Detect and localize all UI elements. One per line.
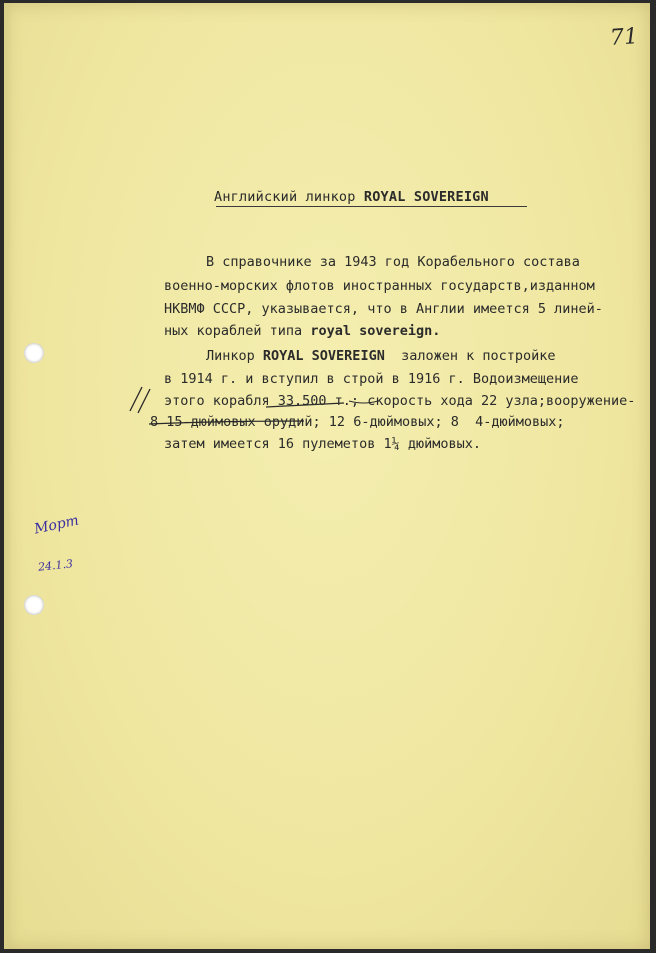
paragraph1-line3: НКВМФ СССР, указывается, что в Англии имеется 5 линей-	[164, 301, 603, 317]
paragraph2-line3: этого корабля 33.500 т.; скорость хода 22 узла;вооружение-	[164, 393, 636, 409]
punch-hole	[24, 343, 44, 363]
margin-slash-1	[130, 387, 142, 411]
paragraph2-line1-prefix: Линкор	[206, 348, 263, 364]
paragraph1-line2: военно-морских флотов иностранных государств,изданном	[164, 278, 595, 294]
handwritten-margin-date: 24.1.3	[37, 557, 74, 574]
paragraph1-line1: В справочнике за 1943 год Корабельного состава	[206, 254, 580, 270]
paragraph1-line4-prefix: ных кораблей типа	[164, 323, 311, 339]
handwritten-margin-note: Морт	[32, 512, 81, 538]
paragraph1-line4	[164, 323, 440, 339]
title-prefix: Английский линкор	[214, 189, 364, 205]
document-title	[214, 189, 489, 205]
punch-hole	[24, 595, 44, 615]
title-ship-name: ROYAL SOVEREIGN	[363, 189, 489, 205]
handwritten-markings	[4, 3, 650, 949]
paragraph2-line5: затем имеется 16 пулеметов 1¼ дюймовых.	[164, 436, 481, 452]
paragraph2-line1	[206, 348, 556, 364]
paragraph1-line4-ship-type: royal sovereign.	[310, 323, 441, 339]
page-number: 71	[609, 24, 639, 51]
paragraph2-line2: в 1914 г. и вступил в строй в 1916 г. Водоизмещение	[164, 371, 579, 387]
paragraph2-line1-suffix: заложен к постройке	[384, 348, 556, 364]
page-edge-shadow	[4, 3, 12, 949]
title-underline	[216, 206, 527, 207]
paragraph2-ship-name: ROYAL SOVEREIGN	[262, 348, 385, 364]
margin-slash-2	[138, 389, 150, 413]
document-page	[4, 3, 650, 949]
paragraph2-line4: 8 15-дюймовых орудий; 12 6-дюймовых; 8 4-дюймовых;	[150, 414, 565, 430]
